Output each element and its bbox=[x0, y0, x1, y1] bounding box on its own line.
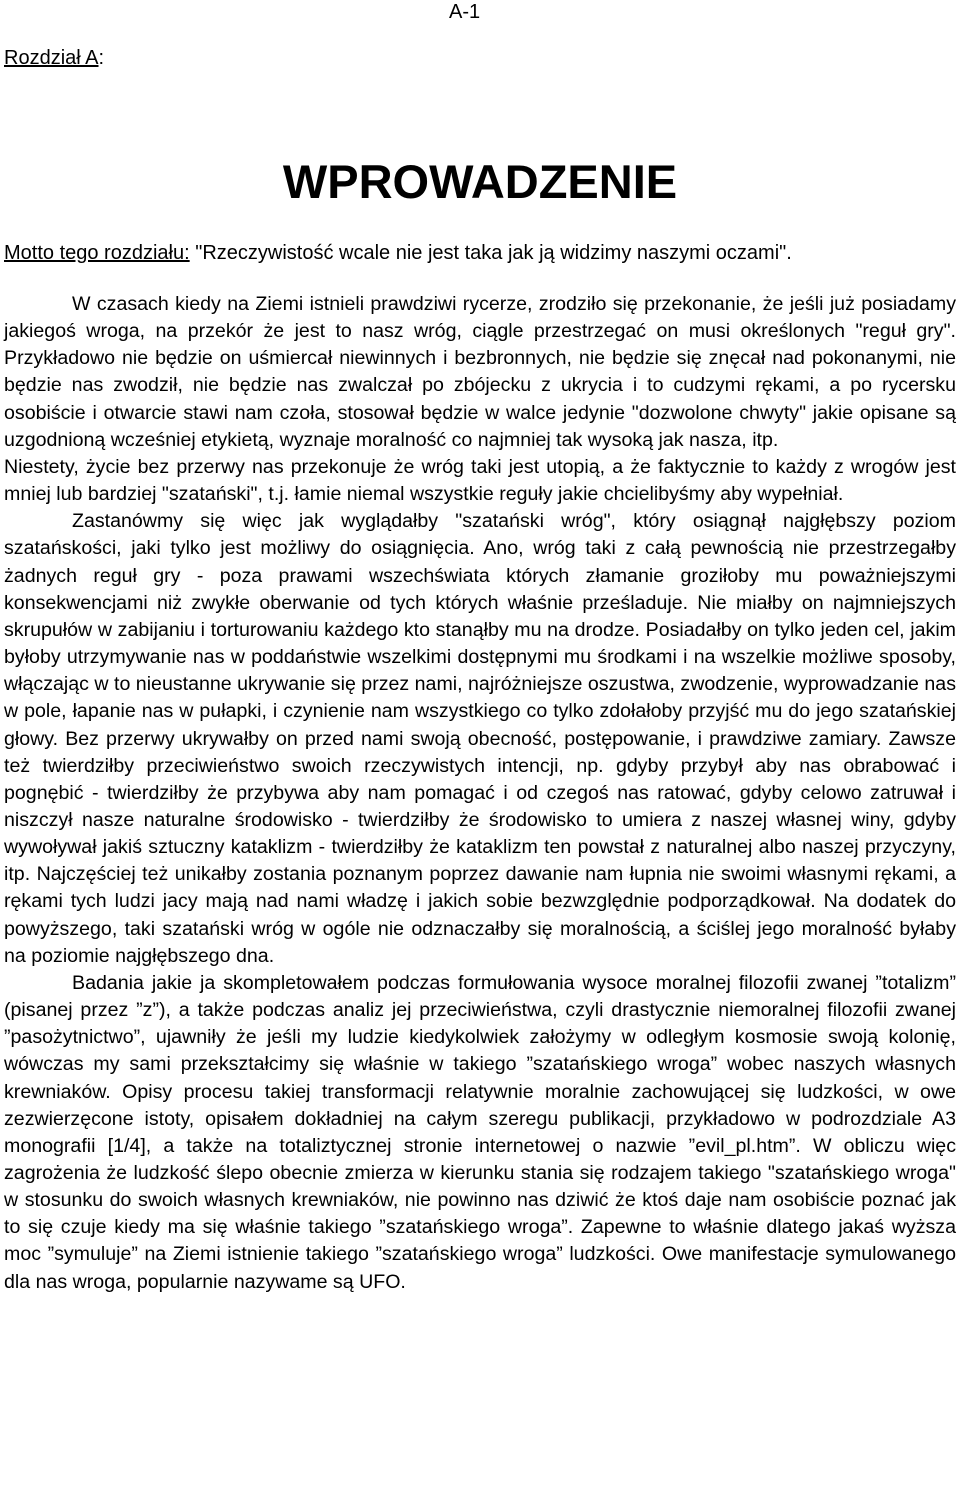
motto bbox=[4, 240, 954, 266]
paragraph-2: Niestety, życie bez przerwy nas przekonuje że wróg taki jest utopią, a że faktycznie to każdy z wrogów jest mniej lub bardziej "szatański", t.j. łamie niemal wszystkie reguły jakie chcielibyśmy aby wypełniał. bbox=[4, 455, 956, 506]
motto-label: Motto tego rozdziału: bbox=[4, 242, 190, 264]
paragraph-4: Badania jakie ja skompletowałem podczas formułowania wysoce moralnej filozofii zwanej ”totalizm” (pisanej przez ”z”), a także podczas analiz jej przeciwieństwa, czyli drastycznie niemoralnej filozofii zwanej ”pasożytnictwo”, ujawniły że jeśli my ludzie kiedykolwiek założymy w odległym kosmosie swoją kolonię, wówczas my sami przekształcimy się właśnie w takiego ”szatańskiego wroga” wobec naszych własnych krewniaków. Opisy procesu takiej transformacji relatywnie moralnie zachowującej się ludzkości, w owe zezwierzęcone istoty, opisałem dokładniej na całym szeregu publikacji, przykładowo w podrozdziale A3 monografii [1/4], a także na totaliztycznej stronie internetowej o nazwie ”evil_pl.htm”. W obliczu więc zagrożenia że ludzkość ślepo obecnie zmierza w kierunku stania się rodzajem takiego "szatańskiego wroga" w stosunku do swoich własnych krewniaków, nie powinno nas dziwić że ktoś daje nam osobiście poznać jak to się czuje kiedy ma się właśnie takiego ”szatańskiego wroga”. Zapewne to właśnie dlatego jakaś wyższa moc ”symuluje” na Ziemi istnienie takiego ”szatańskiego wroga” ludzkości. Owe manifestacje symulowanego dla nas wroga, popularnie nazywame są UFO. bbox=[4, 971, 956, 1293]
body-text bbox=[4, 291, 956, 1296]
paragraph-1: W czasach kiedy na Ziemi istnieli prawdziwi rycerze, zrodziło się przekonanie, że jeśli już posiadamy jakiegoś wroga, na przekór że jest to nasz wróg, ciągle przestrzegać on musi określonych "reguł gry". Przykładowo nie będzie on uśmiercał niewinnych i bezbronnych, nie będzie się znęcał nad pokonanymi, nie będzie nas zwodził, nie będzie nas zwalczał po zbójecku z ukrycia i to cudzymi rękami, a po rycersku osobiście i otwarcie stawi nam czoła, stosował będzie w walce jedynie "dozwolone chwyty" jakie opisane są uzgodnioną wcześniej etykietą, wyznaje moralność co najmniej tak wysoką jak nasza, itp. bbox=[4, 293, 956, 451]
paragraph-3: Zastanówmy się więc jak wyglądałby "szatański wróg", który osiągnął najgłębszy poziom szatańskości, jaki tylko jest możliwy do osiągnięcia. Ano, wróg taki z całą pewnością nie przestrzegałby żadnych reguł gry - poza prawami wszechświata których złamanie groziłoby mu poważniejszymi konsekwencjami niż zwykłe oberwanie od tych których właśnie prześladuje. Nie miałby on najmniejszych skrupułów w zabijaniu i torturowaniu każdego kto stanąłby mu na drodze. Posiadałby on tylko jeden cel, jakim byłoby utrzymywanie nas w poddaństwie wszelkimi dostępnymi mu środkami i na wszelkie możliwe sposoby, włączając w to nieustanne ukrywanie się przez nami, najróżniejsze oszustwa, zwodzenie, wyprowadzanie nas w pole, łapanie nas w pułapki, i czynienie nam wszystkiego co tylko zdołałoby przyjść mu do jego szatańskiej głowy. Bez przerwy ukrywałby on przed nami swoją obecność, postępowanie, i prawdziwe zamiary. Zawsze też twierdziłby przeciwieństwo swoich rzeczywistych intencji, np. gdyby przybył aby nas obrabować i pognębić - twierdziłby że przybywa aby nam pomagać i od czegoś nas ratować, gdyby celowo zatruwał i niszczył nasze naturalne środowisko - twierdziłby że środowisko to umiera z naszej własnej winy, gdyby wywoływał jakiś sztuczny kataklizm - twierdziłby że kataklizm ten powstał z naturalnej albo naszej przyczyny, itp. Najczęściej też unikałby zostania poznanym poprzez dawanie nam łupnia nie swoimi własnymi rękami, a rękami tych ludzi jacy mają nad nami władzę i jakich sobie bezwzględnie podporządkował. Na dodatek do powyższego, taki szatański wróg w ogóle nie odznaczałby się moralnością, a ściślej jego moralność byłaby na poziomie najgłębszego dna. bbox=[4, 510, 956, 967]
chapter-label-colon: : bbox=[98, 47, 105, 69]
page-number: A-1 bbox=[449, 1, 481, 23]
chapter-label bbox=[4, 46, 104, 70]
chapter-label-text: Rozdział A bbox=[4, 47, 99, 69]
chapter-title: WPROWADZENIE bbox=[282, 155, 678, 208]
motto-text: "Rzeczywistość wcale nie jest taka jak ją widzimy naszymi oczami". bbox=[189, 242, 792, 264]
